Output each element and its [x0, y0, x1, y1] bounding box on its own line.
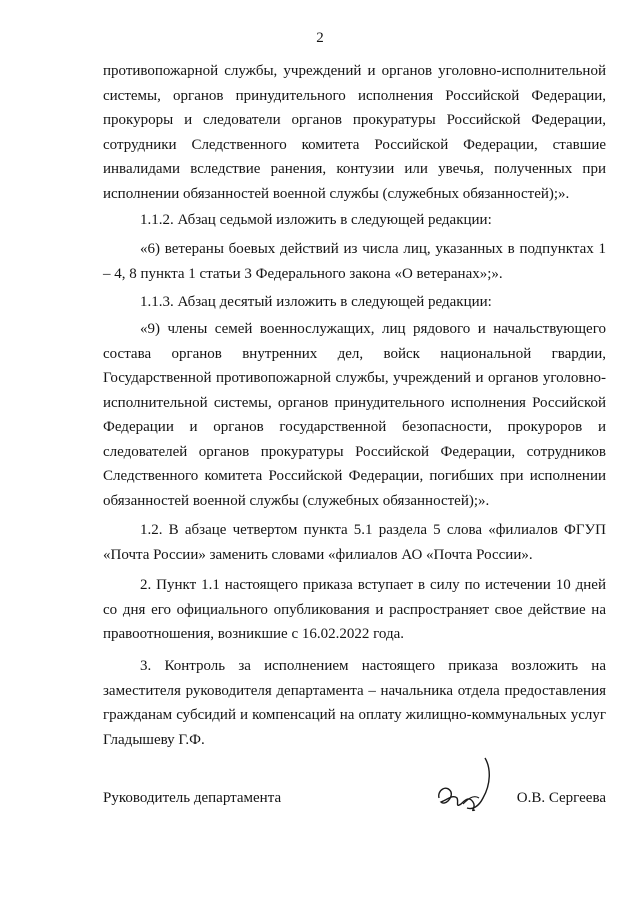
paragraph-continuation: противопожарной службы, учреждений и органов уголовно-исполнительной системы, органов принудительного исполнения Российской Федерации, прокуроры и следователи органов прокуратуры Российской Федерации, сотрудники Следственного комитета Российской Федерации, ставшие инвалидами вследствие ранения, контузии или увечья, полученных при исполнении обязанностей военной службы (служебных обязанностей);». [103, 63, 606, 202]
signatory-name: О.В. Сергеева [516, 790, 606, 806]
signature-block [103, 790, 606, 814]
paragraph-1-1-3: 1.1.3. Абзац десятый изложить в следующей редакции: [140, 294, 492, 310]
handwritten-signature-icon [433, 754, 503, 820]
paragraph-1-2: 1.2. В абзаце четвертом пункта 5.1 раздела 5 слова «филиалов ФГУП «Почта России» заменить словами «филиалов АО «Почта России». [103, 522, 606, 563]
page-number: 2 [316, 30, 324, 46]
paragraph-2: 2. Пункт 1.1 настоящего приказа вступает в силу по истечении 10 дней со дня его официального опубликования и распространяет свое действие на правоотношения, возникшие с 16.02.2022 года. [103, 577, 606, 642]
signatory-position: Руководитель департамента [103, 790, 282, 806]
paragraph-3: 3. Контроль за исполнением настоящего приказа возложить на заместителя руководителя департамента – начальника отдела предоставления гражданам субсидий и компенсаций на оплату жилищно-коммунальных услуг Гладышеву Г.Ф. [103, 658, 606, 748]
paragraph-1-1-2: 1.1.2. Абзац седьмой изложить в следующей редакции: [140, 212, 492, 228]
paragraph-item-9: «9) члены семей военнослужащих, лиц рядового и начальствующего состава органов внутренних дел, войск национальной гвардии, Государственной противопожарной службы, учреждений и органов уголовно-исполнительной системы, органов принудительного исполнения Российской Федерации и органов государственной безопасности, прокуроров и следователей органов прокуратуры Российской Федерации, сотрудников Следственного комитета Российской Федерации, погибших при исполнении обязанностей военной службы (служебных обязанностей);». [103, 321, 606, 509]
paragraph-item-6: «6) ветераны боевых действий из числа лиц, указанных в подпунктах 1 – 4, 8 пункта 1 статьи 3 Федерального закона «О ветеранах»;». [103, 241, 606, 282]
